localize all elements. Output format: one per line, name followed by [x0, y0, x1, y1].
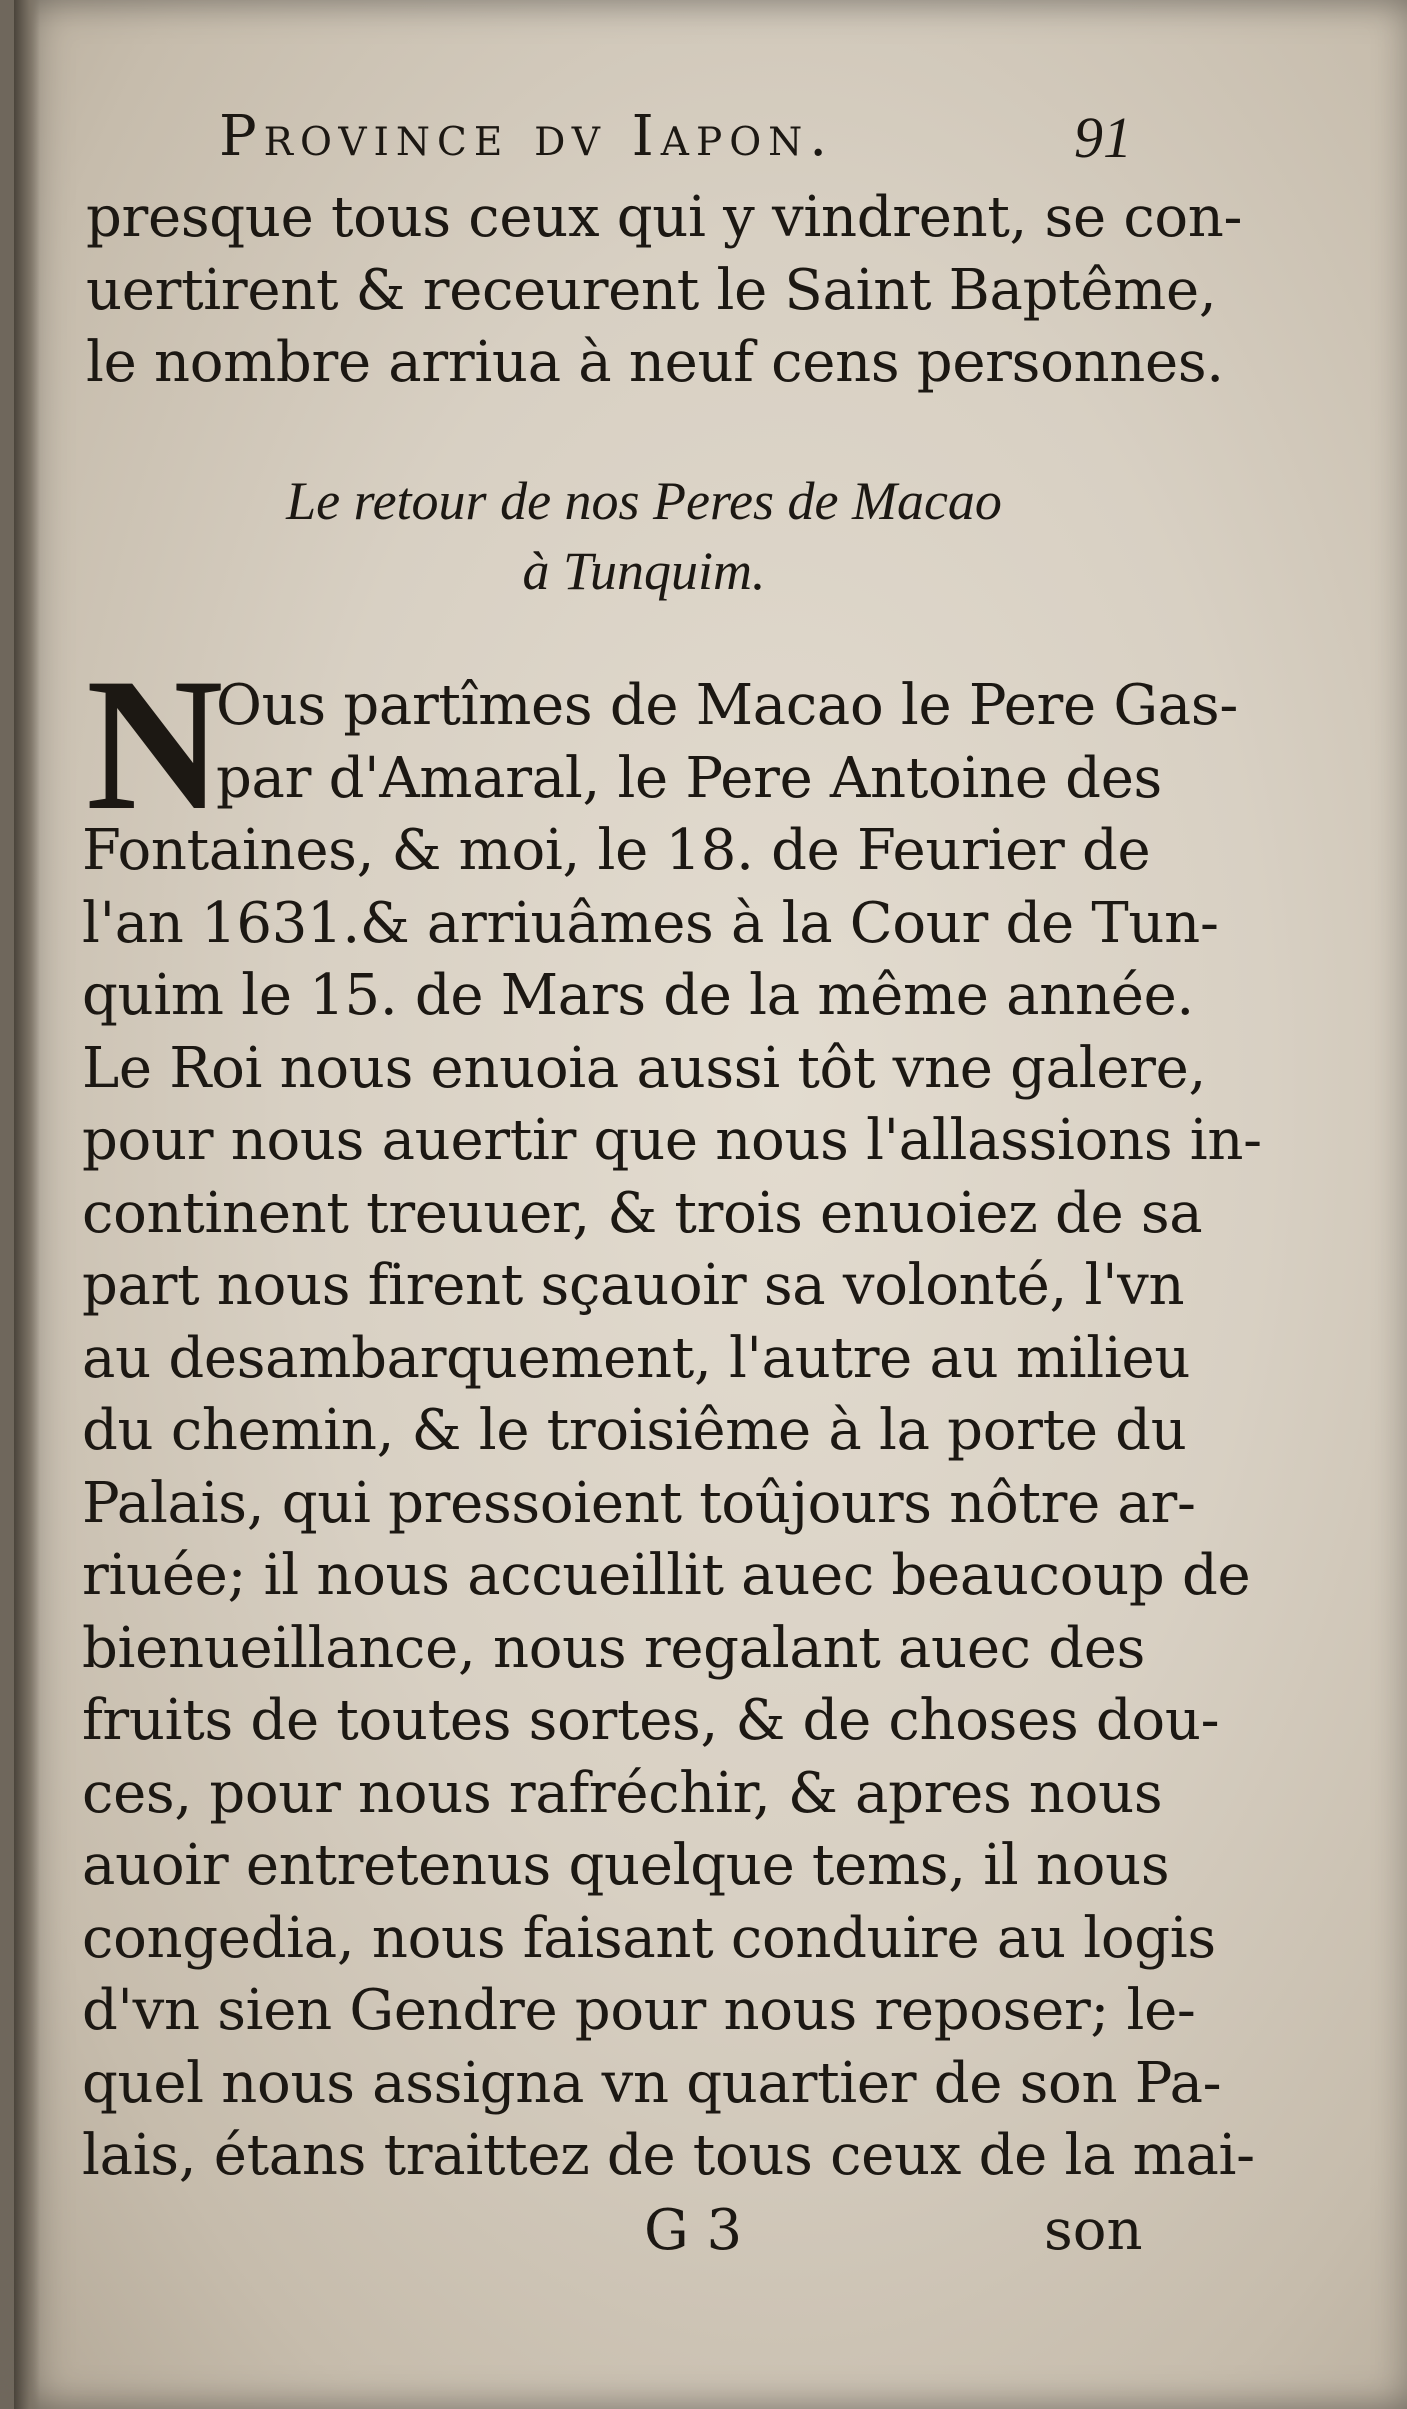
catchword: son — [1044, 2198, 1143, 2263]
paragraph — [82, 670, 1262, 2193]
text-line: bienueillance, nous regalant auec des — [82, 1615, 1146, 1681]
text-line: par d'Amaral, le Pere Antoine des — [216, 745, 1162, 811]
text-line: part nous firent sçauoir sa volonté, l'vn — [82, 1253, 1185, 1318]
text-line: uertirent & receurent le Saint Baptême, — [86, 257, 1217, 323]
text-line: au desambarquement, l'autre au milieu — [82, 1325, 1191, 1391]
section-heading-line-1: Le retour de nos Peres de Macao — [286, 471, 1002, 531]
text-line: Fontaines, & moi, le 18. de Feurier de — [82, 818, 1151, 883]
text-line: presque tous ceux qui y vindrent, se con- — [86, 185, 1243, 250]
text-line: d'vn sien Gendre pour nous reposer; le- — [82, 1978, 1196, 2043]
text-line: quim le 15. de Mars de la même année. — [82, 963, 1194, 1028]
text-line: congedia, nous faisant conduire au logis — [82, 1905, 1216, 1971]
book-page — [14, 0, 1407, 2409]
text-line: riuée; il nous accueillit auec beaucoup de — [82, 1543, 1251, 1608]
drop-cap: N — [86, 640, 224, 850]
section-heading-line-2: à Tunquim. — [522, 541, 766, 601]
text-line: ces, pour nous rafréchir, & apres nous — [82, 1760, 1163, 1826]
text-line: fruits de toutes sortes, & de choses dou- — [82, 1688, 1220, 1753]
text-line: pour nous auertir que nous l'allassions in- — [82, 1108, 1262, 1173]
book-spine-shadow — [14, 0, 40, 2409]
text-line: le nombre arriua à neuf cens personnes. — [86, 330, 1224, 395]
continuation-text — [86, 182, 1243, 400]
text-line: quel nous assigna vn quartier de son Pa- — [82, 2050, 1222, 2116]
text-line: lais, étans traittez de tous ceux de la mai- — [82, 2123, 1255, 2188]
running-head: Province dv Iapon. — [219, 104, 835, 169]
text-line: Palais, qui pressoient toûjours nôtre ar- — [82, 1470, 1196, 1536]
text-line: du chemin, & le troisiême à la porte du — [82, 1398, 1187, 1463]
signature-mark: G 3 — [644, 2198, 743, 2263]
text-line: l'an 1631.& arriuâmes à la Cour de Tun- — [82, 890, 1219, 956]
text-line: Ous partîmes de Macao le Pere Gas- — [216, 673, 1238, 738]
page-number: 91 — [1074, 105, 1132, 170]
text-line: continent treuuer, & trois enuoiez de sa — [82, 1180, 1203, 1246]
section-heading — [204, 466, 1084, 606]
text-line: Le Roi nous enuoia aussi tôt vne galere, — [82, 1035, 1206, 1101]
text-line: auoir entretenus quelque tems, il nous — [82, 1833, 1170, 1898]
